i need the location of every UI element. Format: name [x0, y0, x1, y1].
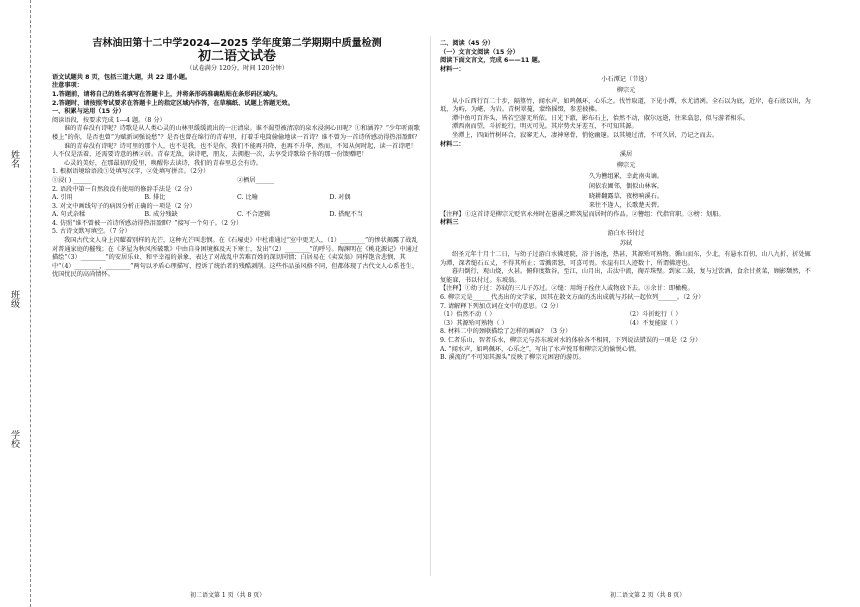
material-1-para-2: 潭中鱼可百许头，皆若空游无所依。日光下澈，影布石上，佁然不动，俶尔远逝，往来翕忽，似与游者相乐。	[452, 114, 749, 122]
page-divider	[430, 36, 431, 576]
question-2: 2. 语段中第一自然段没有使用的修辞手法是（2 分）	[52, 185, 196, 193]
notice-title: 注意事项：	[52, 82, 83, 90]
question-8: 8. 材料二中的颈联描绘了怎样的画面？（3 分）	[440, 328, 572, 336]
intro-text: 语文试题共 8 页，包括三道大题，共 22 道小题。	[52, 73, 192, 81]
question-3: 3. 对文中画线句子的病因分析正确的一项是（2 分）	[52, 202, 196, 210]
poem-line: 久为簪组累，幸此南夷谪。	[588, 173, 664, 181]
blank-7-2[interactable]: （2）斗折蛇行（ ）	[626, 311, 682, 319]
material-3-para-1: 绍圣元年十月十二日，与幼子过游白水佛迹院，浴于汤池，热甚，其源殆可熟物。循山而东，少北，有悬水百仞，山八九折，折处辄为潭，深者缒石五丈，不得其所止；雪溅雷怒，可喜可畏。水崖有巨人迹数十，所谓佛迹也。	[440, 251, 811, 267]
material-3-title: 游白水书付过	[607, 229, 645, 237]
blank-7-1[interactable]: （1）佁然不动（ ）	[440, 311, 496, 319]
blank-7-3[interactable]: （3）其源殆可熟物（ ）	[440, 319, 508, 327]
material-1-para-4: 坐潭上，四面竹树环合，寂寥无人，凄神寒骨，悄怆幽邃。以其境过清，不可久居，乃记之而去。	[452, 131, 719, 139]
exam-title: 吉林油田第十二中学2024—2025 学年度第二学期期中质量检测	[92, 38, 382, 49]
page-footer-right: 初二语文第 2 页（共 8 页）	[610, 592, 686, 599]
question-7: 7. 请解释下列加点词在文中的意思。（2 分）	[440, 302, 563, 310]
blank-7-4[interactable]: （4）不复能寐（ ）	[626, 319, 682, 327]
material-1-label: 材料一：	[440, 65, 465, 73]
material-3-author: 苏轼	[619, 240, 633, 248]
question-9-option-a[interactable]: A. “闻水声，如鸣佩环，心乐之”，写出了水声悦耳和柳宗元的愉悦心情。	[440, 345, 641, 353]
reading-instructions: 阅读语段，按要求完成 1---4 题。（8 分）	[52, 116, 166, 124]
poem-line: 来往不逢人，长歌楚天碧。	[588, 202, 664, 210]
option[interactable]: A. 引用	[52, 194, 73, 202]
option[interactable]: C. 比喻	[237, 194, 258, 202]
section-1-heading: 一、积累与运用（15 分）	[52, 108, 125, 116]
material-1-para-1: 从小丘西行百二十步，隔篁竹，闻水声，如鸣佩环，心乐之。伐竹取道，下见小潭，水尤清冽。全石以为底，近岸，卷石底以出，为坻，为屿，为嵁，为岩。青树翠蔓，蒙络摇缀，参差披拂。	[440, 97, 811, 114]
question-4: 4. 仿照“谁不曾被一首诗所感动得热泪盈眶？”接写一个句子。（2 分）	[52, 219, 243, 227]
material-2-label: 材料二：	[440, 140, 465, 148]
side-label-school: 学校	[9, 430, 19, 448]
subsection-1-heading: （一）文言文阅读（15 分）	[440, 48, 519, 56]
option[interactable]: A. 句式杂糅	[52, 211, 86, 219]
question-5: 5. 古诗文默写填空。（7 分）	[52, 228, 131, 236]
question-1-blanks	[52, 177, 422, 186]
question-9-option-b[interactable]: B. 溪流的“不可知其源头”反映了柳宗元困窘的游历。	[440, 354, 585, 362]
material-1-author: 柳宗元	[616, 86, 636, 94]
exam-info: （试卷满分 120分，时间 120分钟）	[186, 65, 288, 73]
passage-paragraph-3: 心灵的美好，在那最初的爱里，唤醒你去读诗，我们的青春里总会有诗。	[64, 159, 262, 167]
notice-1: 1.答题前，请将自己的姓名填写在答题卡上，并将条形码准确粘贴在条形码区域内。	[52, 90, 282, 98]
question-1: 1. 根据语境给语段①处填写汉字，②处填写拼音。（2分）	[52, 168, 210, 176]
side-label-class: 班级	[9, 290, 19, 308]
left-page	[52, 40, 422, 280]
material-3-note: 【注释】①幼子过：苏轼的三儿子苏过。②缒：用绳子拴住人或物放下去。③余甘：即橄榄。	[440, 285, 694, 293]
material-3-label: 材料三	[440, 219, 459, 227]
poem-line: 晓耕翻露草，夜榜响溪石。	[588, 192, 664, 200]
blank-1a[interactable]: ①浸( ) ______	[52, 176, 92, 184]
side-label-name: 姓名	[9, 150, 19, 168]
material-2-title: 溪居	[619, 151, 633, 159]
option[interactable]: B. 排比	[144, 194, 166, 202]
option[interactable]: B. 成分残缺	[144, 211, 178, 219]
poem-line: 闲依农圃邻，偶似山林客。	[588, 182, 664, 190]
option[interactable]: C. 不合逻辑	[237, 211, 271, 219]
material-1-title: 小石潭记（节选）	[601, 76, 651, 84]
binding-margin	[0, 0, 31, 607]
question-7-row-1	[440, 311, 812, 320]
material-1-para-3: 潭西南而望，斗折蛇行，明灭可见。其岸势犬牙差互，不可知其源。	[452, 123, 638, 131]
question-9: 9. 仁者乐山，智者乐水，柳宗元与苏东坡对水的体验各不相同，下列说法错误的一项是（2 分）	[440, 337, 702, 344]
question-3-options	[52, 211, 422, 220]
notice-2: 2.答题时，请按照考试要求在答题卡上的指定区域内作答，在草稿纸、试题上答题无效。	[52, 99, 294, 107]
section-2-heading: 二、阅读（45 分）	[440, 40, 495, 47]
material-2-note: 【注释】①这首诗是柳宗元贬官永州时在愚溪之畔筑屋而居时的作品。②簪组：代指官职。③榜：划船。	[440, 210, 725, 218]
option[interactable]: D. 对偶	[329, 194, 351, 202]
question-2-options	[52, 194, 422, 203]
option[interactable]: D. 搭配不当	[329, 211, 363, 219]
exam-subtitle: 初二语文试卷	[197, 48, 276, 64]
subsection-1-instructions: 阅读下面文言文，完成 6——11 题。	[440, 57, 544, 65]
page-footer-left: 初二语文第 1 页（共 8 页）	[190, 592, 266, 599]
blank-1b[interactable]: ②栖居______	[237, 176, 275, 184]
question-5-text: 我国古代文人身上闪耀着别样的光芒，这种光芒叫悲悯。在《石壕吏》中杜甫通过“室中更无人，（1）________”的惨状揭露了战乱对普通家庭的摧残；在《茅屋为秋风所破歌》中由自身困境推及天下寒士，发出“（2）________”的呼号。陶渊明在《桃花源记》中通过描绘“（3）________”的安居乐业、和平幸福的景象，表达了对战乱中苦难百姓的深切同情；白居易在《卖炭翁》同样饱含悲悯，其中“（4）________，________”两句以矛盾心理描写，控诉了统治者的残酷剥削。这些作品虽风格不同，但都体现了古代文人心系苍生、忧国忧民的高尚情怀。	[52, 237, 419, 279]
question-6: 6. 柳宗元是______代杰出的文学家，因其在散文方面的杰出成就与苏轼一起位列______。（2 分）	[440, 294, 705, 302]
poem	[440, 172, 812, 210]
right-page	[440, 40, 812, 363]
material-2-author: 柳宗元	[616, 161, 636, 169]
passage-paragraph-1: 谁的青春没有诗呢？诗歌是从人类心灵的山林里缓缓流出的一汪清泉。谁不渴望被清凉的泉水浸润心田呢？①和涵养？“少年听雨歌楼上”的你，是否也曾“为赋新词强说愁”？是否也曾在绵行的青春里，打着手电筒偷偷地读一首诗？谁不曾为一首诗所感动得热泪盈眶？	[52, 125, 421, 141]
passage-paragraph-2: 谁的青春没有诗呢？诗可里的那个人，也不是我，也不是你，我们不能再升降，也再不升华，然而，不知从何时起，读一首诗吧！人不仅是活着，还需要诗意的栖②居。青春无敌，读诗吧，朋友，去拥抱一次，去享受诗歌给予你的那一份馈赠吧！	[52, 142, 417, 159]
material-3-para-2: 暮归倒行，观山烧，火甚。俯仰度数谷，至江，山月出，击汰中流，掬弄珠璧。到家二鼓，复与过饮酒，食余甘煮菜，顾影颓然，不复能寐，书以付过。东坡翁。	[440, 268, 811, 284]
